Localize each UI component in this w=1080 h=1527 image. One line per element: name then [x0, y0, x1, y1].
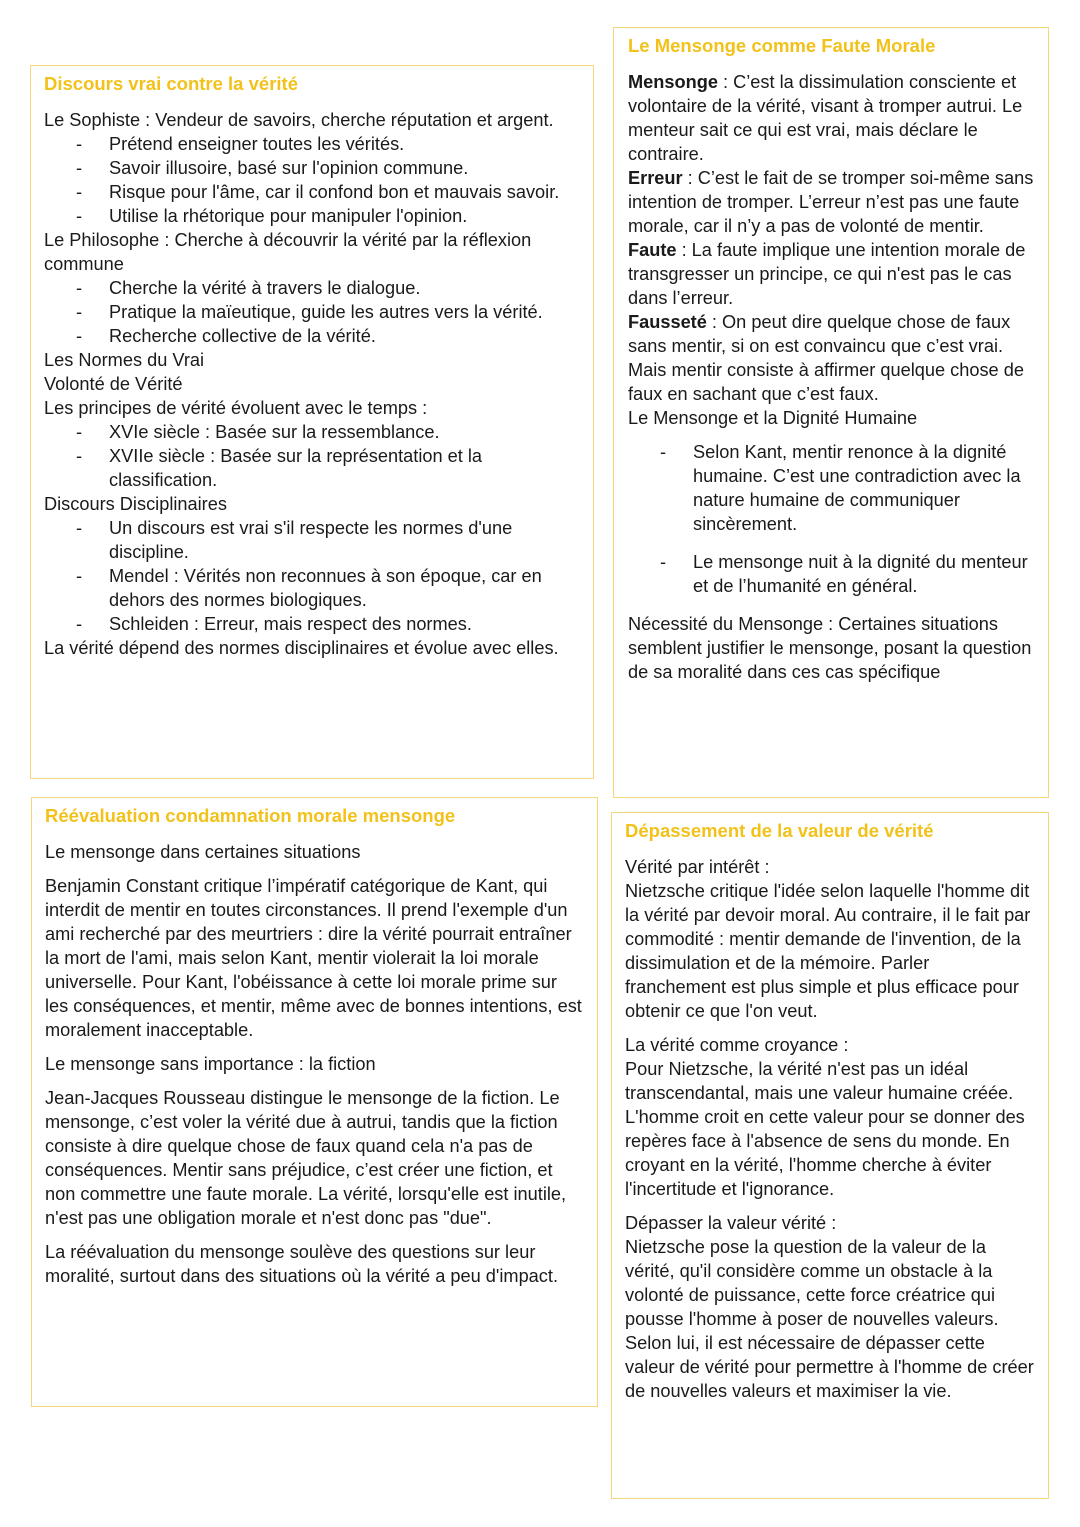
bullet-dash-icon: - — [76, 326, 83, 346]
list-item-text: XVIIe siècle : Basée sur la représentation et la classification. — [109, 446, 483, 490]
paragraph: La vérité dépend des normes disciplinaires et évolue avec elles. — [44, 638, 559, 658]
paragraph: Nietzsche pose la question de la valeur de la vérité, qu'il considère comme un obstacle à la volonté de puissance, cette force créatrice qui pousse l'homme à poser de nouvelles valeurs. Selon lui, il est nécessaire de dépasser cette valeur de vérité pour permettre à l'homme de créer de nouvelles valeurs et maximiser la vie. — [625, 1237, 1034, 1401]
bullet-dash-icon: - — [76, 566, 83, 586]
section-mensonge-faute-morale — [613, 27, 1049, 798]
definition-term: Fausseté — [628, 312, 707, 332]
bullet-dash-icon: - — [76, 134, 83, 154]
list-item — [628, 440, 1034, 536]
list-item-text: Cherche la vérité à travers le dialogue. — [109, 278, 421, 298]
list-item-text: Selon Kant, mentir renonce à la dignité humaine. C’est une contradiction avec la nature humaine de communiquer sincèrement. — [693, 442, 1021, 534]
bullet-dash-icon: - — [76, 446, 83, 466]
section-depassement-verite — [611, 812, 1049, 1499]
list-item-text: Pratique la maïeutique, guide les autres vers la vérité. — [109, 302, 543, 322]
list-item-text: Recherche collective de la vérité. — [109, 326, 376, 346]
bullet-dash-icon: - — [76, 302, 83, 322]
paragraph: Volonté de Vérité — [44, 374, 183, 394]
definition-text: : C’est la dissimulation consciente et volontaire de la vérité, visant à tromper autrui. Le menteur sait ce qui est vrai, mais déclare le contraire. — [628, 72, 1023, 164]
bullet-dash-icon: - — [76, 182, 83, 202]
section-title: Le Mensonge comme Faute Morale — [628, 35, 936, 56]
list-item — [44, 324, 580, 348]
spacer — [45, 1230, 584, 1240]
list-item-text: XVIe siècle : Basée sur la ressemblance. — [109, 422, 440, 442]
list-item — [44, 564, 580, 612]
spacer — [625, 1201, 1035, 1211]
paragraph: Pour Nietzsche, la vérité n'est pas un idéal transcendantal, mais une valeur humaine créée. L'homme croit en cette valeur pour se donner des repères face à l'absence de sens du monde. En croyant en la vérité, l'homme cherche à éviter l'incertitude et l'ignorance. — [625, 1059, 1025, 1199]
paragraph: Le Sophiste : Vendeur de savoirs, cherche réputation et argent. — [44, 110, 554, 130]
list-item-text: Risque pour l'âme, car il confond bon et mauvais savoir. — [109, 182, 560, 202]
list-item-text: Utilise la rhétorique pour manipuler l'opinion. — [109, 206, 468, 226]
definition-text: : La faute implique une intention morale de transgresser un principe, ce qui n'est pas le cas dans l’erreur. — [628, 240, 1026, 308]
list-item-text: Le mensonge nuit à la dignité du menteur et de l’humanité en général. — [693, 552, 1028, 596]
paragraph: Jean-Jacques Rousseau distingue le mensonge de la fiction. Le mensonge, c’est voler la vérité due à autrui, tandis que la fiction consiste à dire quelque chose de faux quand cela n'a pas de conséquences. Mentir sans préjudice, c’est créer une fiction, et non commettre une faute morale. La vérité, lorsqu'elle est inutile, n'est pas une obligation morale et n'est donc pas "due". — [45, 1088, 567, 1228]
list-item — [44, 420, 580, 444]
definition — [628, 238, 1034, 310]
paragraph: Nécessité du Mensonge : Certaines situations semblent justifier le mensonge, posant la question de sa moralité dans ces cas spécifique — [628, 614, 1032, 682]
bullet-dash-icon: - — [76, 158, 83, 178]
paragraph: Vérité par intérêt : — [625, 857, 770, 877]
list-item-text: Prétend enseigner toutes les vérités. — [109, 134, 405, 154]
spacer — [625, 1023, 1035, 1033]
paragraph: Nietzsche critique l'idée selon laquelle l'homme dit la vérité par devoir moral. Au contraire, il le fait par commodité : mentir demande de l'invention, de la dissimulation et de la mémoire. Parler franchement est plus simple et plus efficace pour obtenir ce que l'on veut. — [625, 881, 1031, 1021]
section-title: Discours vrai contre la vérité — [44, 73, 298, 94]
section-title: Dépassement de la valeur de vérité — [625, 820, 934, 841]
list-item-text: Mendel : Vérités non reconnues à son époque, car en dehors des normes biologiques. — [109, 566, 542, 610]
spacer — [45, 1076, 584, 1086]
definition-term: Mensonge — [628, 72, 718, 92]
list-item — [44, 444, 580, 492]
list-item — [44, 276, 580, 300]
list-item — [44, 156, 580, 180]
bullet-dash-icon: - — [660, 442, 667, 462]
bullet-dash-icon: - — [76, 206, 83, 226]
paragraph: Benjamin Constant critique l’impératif catégorique de Kant, qui interdit de mentir en toutes circonstances. Il prend l'exemple d'un ami recherché par des meurtriers : dire la vérité pourrait entraîner la mort de l'ami, mais selon Kant, mentir violerait la loi morale universelle. Pour Kant, l'obéissance à cette loi morale prime sur les conséquences, et mentir, même avec de bonnes intentions, est moralement inacceptable. — [45, 876, 582, 1040]
list-item — [44, 612, 580, 636]
definition-term: Erreur — [628, 168, 683, 188]
section-reevaluation-mensonge — [31, 797, 598, 1407]
definition-text: : On peut dire quelque chose de faux sans mentir, si on est convaincu que c’est vrai. Mais mentir consiste à affirmer quelque chose de faux en sachant que c’est faux. — [628, 312, 1024, 404]
definition — [628, 70, 1034, 166]
paragraph: Le Mensonge et la Dignité Humaine — [628, 408, 918, 428]
list-item-text: Un discours est vrai s'il respecte les normes d'une discipline. — [109, 518, 513, 562]
bullet-dash-icon: - — [76, 518, 83, 538]
paragraph: Les Normes du Vrai — [44, 350, 205, 370]
definition-term: Faute — [628, 240, 677, 260]
list-item — [44, 132, 580, 156]
list-item — [44, 180, 580, 204]
section-title: Réévaluation condamnation morale mensonge — [45, 805, 456, 826]
bullet-dash-icon: - — [76, 278, 83, 298]
definition — [628, 166, 1034, 238]
list-item — [628, 550, 1034, 598]
definition-text: : C’est le fait de se tromper soi-même sans intention de tromper. L’erreur n’est pas une faute morale, car il n’y a pas de volonté de mentir. — [628, 168, 1034, 236]
paragraph: La réévaluation du mensonge soulève des questions sur leur moralité, surtout dans des situations où la vérité a peu d'impact. — [45, 1242, 558, 1286]
bullet-dash-icon: - — [660, 552, 667, 572]
bullet-dash-icon: - — [76, 422, 83, 442]
paragraph: Le mensonge dans certaines situations — [45, 842, 361, 862]
paragraph: Le mensonge sans importance : la fiction — [45, 1054, 376, 1074]
definition — [628, 310, 1034, 406]
paragraph: Le Philosophe : Cherche à découvrir la vérité par la réflexion commune — [44, 230, 532, 274]
list-item — [44, 516, 580, 564]
list-item-text: Savoir illusoire, basé sur l'opinion commune. — [109, 158, 469, 178]
paragraph: Discours Disciplinaires — [44, 494, 227, 514]
section-discours-vrai — [30, 65, 594, 779]
paragraph: Les principes de vérité évoluent avec le temps : — [44, 398, 428, 418]
list-item — [44, 204, 580, 228]
bullet-dash-icon: - — [76, 614, 83, 634]
paragraph: La vérité comme croyance : — [625, 1035, 849, 1055]
paragraph: Dépasser la valeur vérité : — [625, 1213, 837, 1233]
spacer — [45, 1042, 584, 1052]
list-item-text: Schleiden : Erreur, mais respect des normes. — [109, 614, 472, 634]
spacer — [628, 430, 1034, 440]
list-item — [44, 300, 580, 324]
spacer — [45, 864, 584, 874]
